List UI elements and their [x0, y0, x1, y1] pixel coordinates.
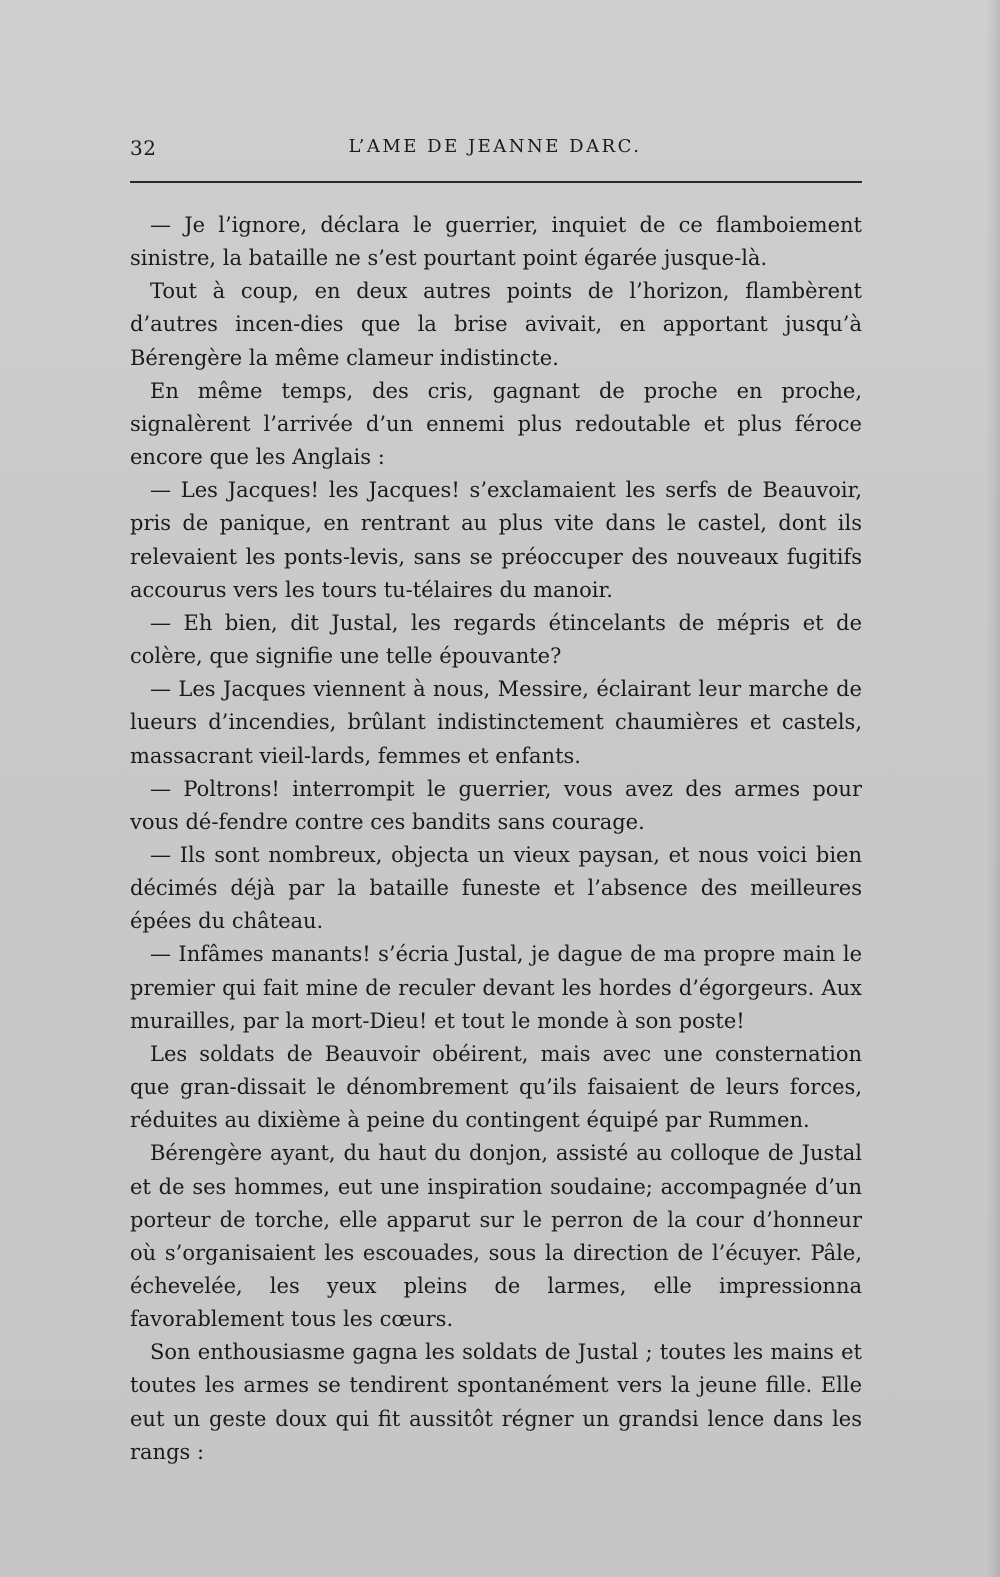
page-edge-shadow	[986, 0, 1000, 1577]
paragraph: — Les Jacques! les Jacques! s’exclamaient les serfs de Beauvoir, pris de panique, en rentrant au plus vite dans le castel, dont ils relevaient les ponts-levis, sans se préoccuper des nouveaux fugitifs accourus vers les tours tu-télaires du manoir.	[130, 478, 862, 602]
running-head	[130, 132, 860, 162]
body-text	[130, 209, 862, 1469]
paragraph: Tout à coup, en deux autres points de l’horizon, flambèrent d’autres incen-dies que la brise avivait, en apportant jusqu’à Bérengère la même clameur indistincte.	[130, 279, 862, 370]
paragraph: — Les Jacques viennent à nous, Messire, éclairant leur marche de lueurs d’incendies, brûlant indistinctement chaumières et castels, massacrant vieil-lards, femmes et enfants.	[130, 677, 862, 768]
paragraph: Son enthousiasme gagna les soldats de Justal ; toutes les mains et toutes les armes se tendirent spontanément vers la jeune fille. Elle eut un geste doux qui fit aussitôt régner un grandsi lence dans les rangs :	[130, 1340, 862, 1464]
paragraph: — Ils sont nombreux, objecta un vieux paysan, et nous voici bien décimés déjà par la bataille funeste et l’absence des meilleures épées du château.	[130, 842, 862, 934]
paragraph: — Infâmes manants! s’écria Justal, je dague de ma propre main le premier qui fait mine de reculer devant les hordes d’égorgeurs. Aux murailles, par la mort-Dieu! et tout le monde à son poste!	[130, 942, 862, 1033]
page-number: 32	[130, 136, 157, 160]
running-title: L’AME DE JEANNE DARC.	[348, 136, 642, 157]
paragraph: Les soldats de Beauvoir obéirent, mais avec une consternation que gran-dissait le dénombrement qu’ils faisaient de leurs forces, réduites au dixième à peine du contingent équipé par Rummen.	[130, 1041, 862, 1133]
paragraph: — Eh bien, dit Justal, les regards étincelants de mépris et de colère, que signifie une telle épouvante?	[130, 610, 862, 669]
header-rule	[130, 181, 862, 183]
paragraph: — Poltrons! interrompit le guerrier, vous avez des armes pour vous dé-fendre contre ces bandits sans courage.	[130, 776, 862, 834]
paragraph: En même temps, des cris, gagnant de proche en proche, signalèrent l’arrivée d’un ennemi plus redoutable et plus féroce encore que les Anglais :	[130, 378, 862, 470]
paragraph: — Je l’ignore, déclara le guerrier, inquiet de ce flamboiement sinistre, la bataille ne s’est pourtant point égarée jusque-là.	[130, 213, 862, 271]
paragraph: Bérengère ayant, du haut du donjon, assisté au colloque de Justal et de ses hommes, eut une inspiration soudaine; accompagnée d’un porteur de torche, elle apparut sur le perron de la cour d’honneur où s’organisaient les escouades, sous la direction de l’écuyer. Pâle, échevelée, les yeux pleins de larmes, elle impressionna favorablement tous les cœurs.	[130, 1141, 862, 1332]
